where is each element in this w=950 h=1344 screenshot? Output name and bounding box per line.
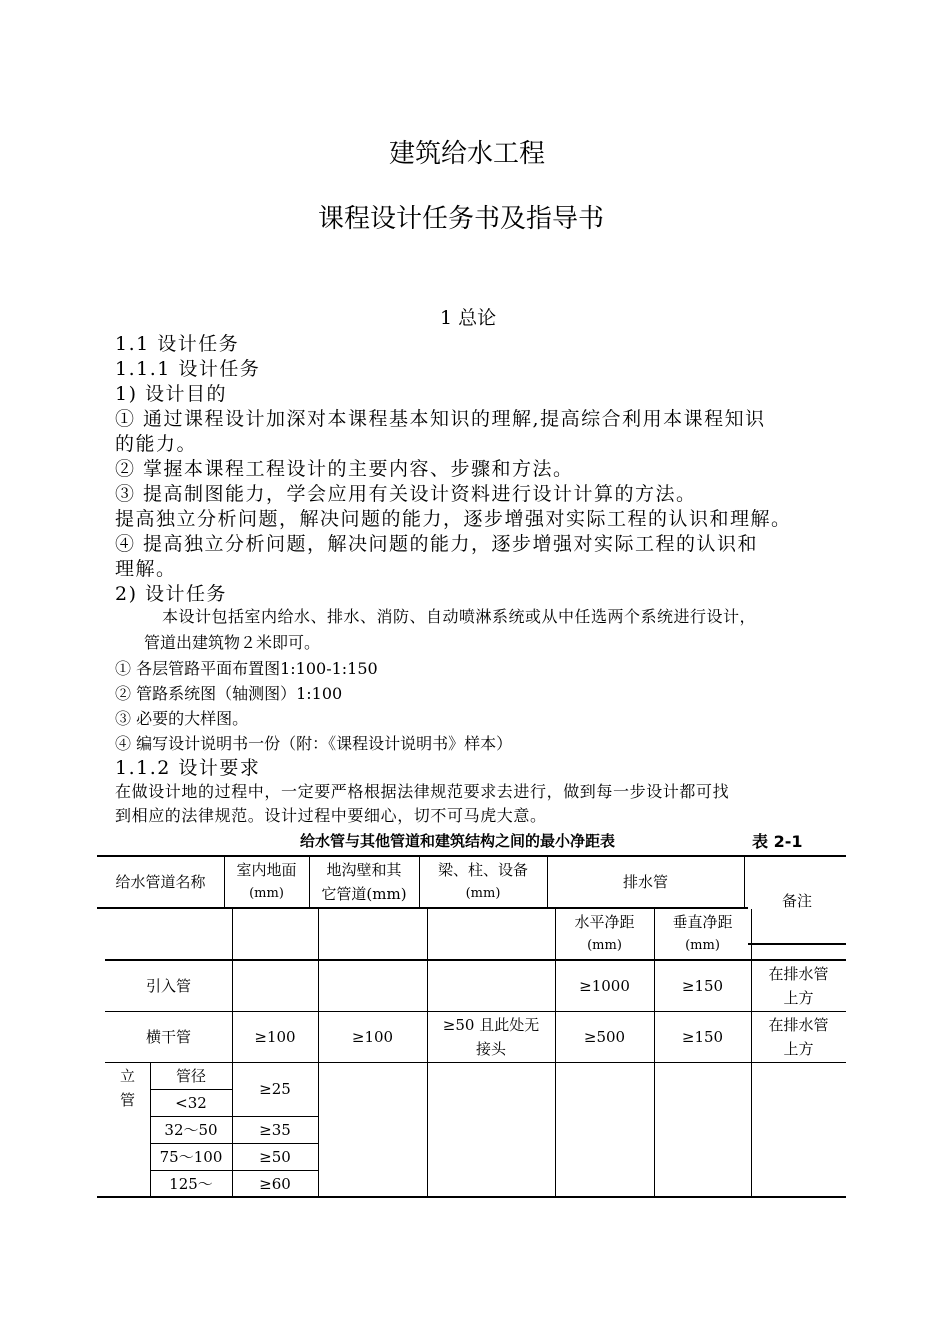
purpose-item-cont: 的能力。 xyxy=(115,433,198,455)
header-trench: 地沟壁和其 xyxy=(326,861,402,879)
task-paragraph-cont: 管道出建筑物２米即可。 xyxy=(144,633,321,652)
diameter-value: ≥35 xyxy=(259,1121,291,1139)
cell-vertical: ≥150 xyxy=(681,977,724,995)
purpose-item: ④ 提高独立分析问题，解决问题的能力，逐步增强对实际工程的认识和 xyxy=(115,533,759,555)
task-item: ④ 编写设计说明书一份（附：《课程设计说明书》样本） xyxy=(115,734,513,753)
purpose-item-cont: 理解。 xyxy=(115,558,177,580)
header-beam-unit: (mm) xyxy=(465,886,501,901)
row-name: 横干管 xyxy=(145,1028,191,1046)
task-item: ③ 必要的大样图。 xyxy=(115,709,249,728)
table-number: 表 2-1 xyxy=(752,832,803,851)
header-horizontal-unit: (mm) xyxy=(587,938,622,953)
diameter-value: ≥25 xyxy=(259,1080,291,1098)
section-heading: 1.1 设计任务 xyxy=(115,333,240,355)
task-heading: 2) 设计任务 xyxy=(115,583,228,605)
table-rule xyxy=(150,1143,318,1144)
header-note: 备注 xyxy=(781,892,812,910)
table-rule xyxy=(748,943,846,945)
row-name: 引入管 xyxy=(145,977,191,995)
diameter-range: <32 xyxy=(175,1094,207,1112)
riser-label: 立 xyxy=(119,1067,135,1085)
header-vertical-unit: (mm) xyxy=(685,938,720,953)
requirements-text-cont: 到相应的法律规范。设计过程中要细心，切不可马虎大意。 xyxy=(115,806,547,825)
task-item: ① 各层管路平面布置图1:100-1:150 xyxy=(115,659,378,678)
cell-horizontal: ≥500 xyxy=(583,1028,626,1046)
requirements-heading: 1.1.2 设计要求 xyxy=(115,757,261,779)
diameter-value: ≥50 xyxy=(259,1148,291,1166)
table-rule xyxy=(105,1011,846,1012)
diameter-label: 管径 xyxy=(175,1067,206,1085)
cell-note: 在排水管 xyxy=(768,965,829,983)
table-rule xyxy=(105,1062,846,1063)
cell-note: 在排水管 xyxy=(768,1016,829,1034)
table-rule xyxy=(97,907,748,909)
cell-beam: ≥50 且此处无 xyxy=(442,1016,540,1034)
cell-note-cont: 上方 xyxy=(783,1040,814,1058)
cell-beam-cont: 接头 xyxy=(475,1040,506,1058)
table-top-border xyxy=(97,855,846,857)
cell-vertical: ≥150 xyxy=(681,1028,724,1046)
table-rule xyxy=(150,1089,232,1090)
riser-label-cont: 管 xyxy=(119,1091,135,1109)
header-beam: 梁、柱、设备 xyxy=(437,861,528,879)
chapter-heading: 1 总论 xyxy=(440,307,497,329)
purpose-item: ① 通过课程设计加深对本课程基本知识的理解,提高综合利用本课程知识 xyxy=(115,408,766,430)
task-paragraph: 本设计包括室内给水、排水、消防、自动喷淋系统或从中任选两个系统进行设计， xyxy=(162,607,757,626)
cell-floor: ≥100 xyxy=(254,1028,296,1046)
task-item: ② 管路系统图（轴测图）1:100 xyxy=(115,684,343,703)
header-vertical: 垂直净距 xyxy=(672,913,733,931)
cell-trench: ≥100 xyxy=(351,1028,394,1046)
header-floor-unit: (mm) xyxy=(249,886,284,901)
table-rule xyxy=(150,1170,318,1171)
table-rule xyxy=(105,959,846,961)
cell-horizontal: ≥1000 xyxy=(579,977,630,995)
subsection-heading: 1.1.1 设计任务 xyxy=(115,358,261,380)
requirements-text: 在做设计地的过程中，一定要严格根据法律规范要求去进行，做到每一步设计都可找 xyxy=(115,782,730,801)
table-rule xyxy=(150,1116,318,1117)
diameter-range: 125～ xyxy=(169,1175,213,1193)
diameter-range: 75～100 xyxy=(159,1148,223,1166)
table-bottom-border xyxy=(97,1196,846,1198)
header-horizontal: 水平净距 xyxy=(574,913,635,931)
purpose-item: ② 掌握本课程工程设计的主要内容、步骤和方法。 xyxy=(115,458,574,480)
cell-note-cont: 上方 xyxy=(783,989,814,1007)
document-title: 建筑给水工程 xyxy=(389,139,546,169)
document-subtitle: 课程设计任务书及指导书 xyxy=(318,204,605,234)
header-pipe-name: 给水管道名称 xyxy=(115,873,206,891)
table-rule xyxy=(744,857,745,907)
diameter-range: 32～50 xyxy=(164,1121,218,1139)
header-floor: 室内地面 xyxy=(236,861,297,879)
header-trench-cont: 它管道(mm) xyxy=(321,885,407,903)
table-rule xyxy=(318,909,319,1197)
header-drain: 排水管 xyxy=(622,873,668,891)
purpose-extra-line: 提高独立分析问题，解决问题的能力，逐步增强对实际工程的认识和理解。 xyxy=(115,508,792,530)
table-caption: 给水管与其他管道和建筑结构之间的最小净距表 xyxy=(300,832,616,850)
diameter-value: ≥60 xyxy=(259,1175,291,1193)
purpose-item: ③ 提高制图能力，学会应用有关设计资料进行设计计算的方法。 xyxy=(115,483,697,505)
purpose-heading: 1) 设计目的 xyxy=(115,383,228,405)
